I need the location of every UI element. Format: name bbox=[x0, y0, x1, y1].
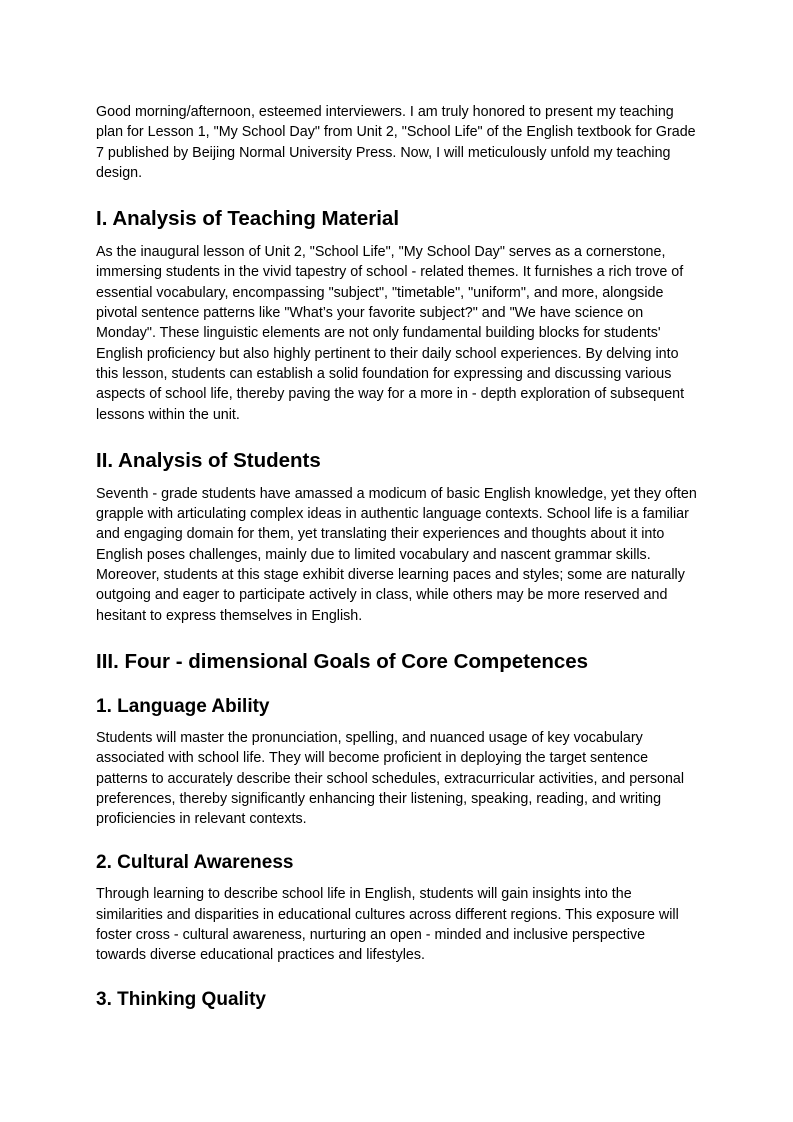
subsection-heading-cultural-awareness: 2. Cultural Awareness bbox=[96, 852, 294, 874]
subsection-heading-language-ability: 1. Language Ability bbox=[96, 695, 270, 717]
intro-paragraph: Good morning/afternoon, esteemed interviewers. I am truly honored to present my teaching plan for Lesson 1, "My School Day" from Unit 2, "School Life" of the English textbook for Grade 7 published by Beijing Normal University Press. Now, I will meticulously unfold my teaching design. bbox=[96, 104, 696, 181]
section-heading-students: II. Analysis of Students bbox=[96, 448, 321, 472]
language-ability-paragraph: Students will master the pronunciation, spelling, and nuanced usage of key vocabulary associated with school life. They will become proficient in deploying the target sentence patterns to accurately describe their school schedules, extracurricular activities, and personal preferences, thereby significantly enhancing their listening, speaking, reading, and writing proficiencies in relevant contexts. bbox=[96, 729, 685, 828]
teaching-material-paragraph: As the inaugural lesson of Unit 2, "School Life", "My School Day" serves as a cornerstone, immersing students in the vivid tapestry of school - related themes. It furnishes a rich trove of essential vocabulary, encompassing "subject", "timetable", "uniform", and more, alongside pivotal sentence patterns like "What’s your favorite subject?" and "We have science on Monday". These linguistic elements are not only fundamental building blocks for students' English proficiency but also highly pertinent to their daily school experiences. By delving into this lesson, students can establish a solid foundation for expressing and discussing various aspects of school life, thereby paving the way for a more in - depth exploration of subsequent lessons within the unit. bbox=[96, 244, 685, 423]
cultural-awareness-paragraph: Through learning to describe school life in English, students will gain insights into the similarities and disparities in educational cultures across different regions. This exposure will foster cross - cultural awareness, nurturing an open - minded and inclusive perspective towards diverse educational practices and lifestyles. bbox=[96, 886, 679, 964]
students-paragraph: Seventh - grade students have amassed a modicum of basic English knowledge, yet they often grapple with articulating complex ideas in authentic language contexts. School life is a familiar and engaging domain for them, yet translating their experiences and thoughts about it into English poses challenges, mainly due to limited vocabulary and nascent grammar skills. Moreover, students at this stage exhibit diverse learning paces and styles; some are naturally outgoing and eager to participate actively in class, while others may be more reserved and hesitant to express themselves in English. bbox=[96, 485, 697, 624]
section-heading-core-competences: III. Four - dimensional Goals of Core Competences bbox=[96, 649, 589, 673]
section-heading-teaching-material: I. Analysis of Teaching Material bbox=[96, 207, 400, 231]
subsection-heading-thinking-quality: 3. Thinking Quality bbox=[96, 988, 266, 1010]
